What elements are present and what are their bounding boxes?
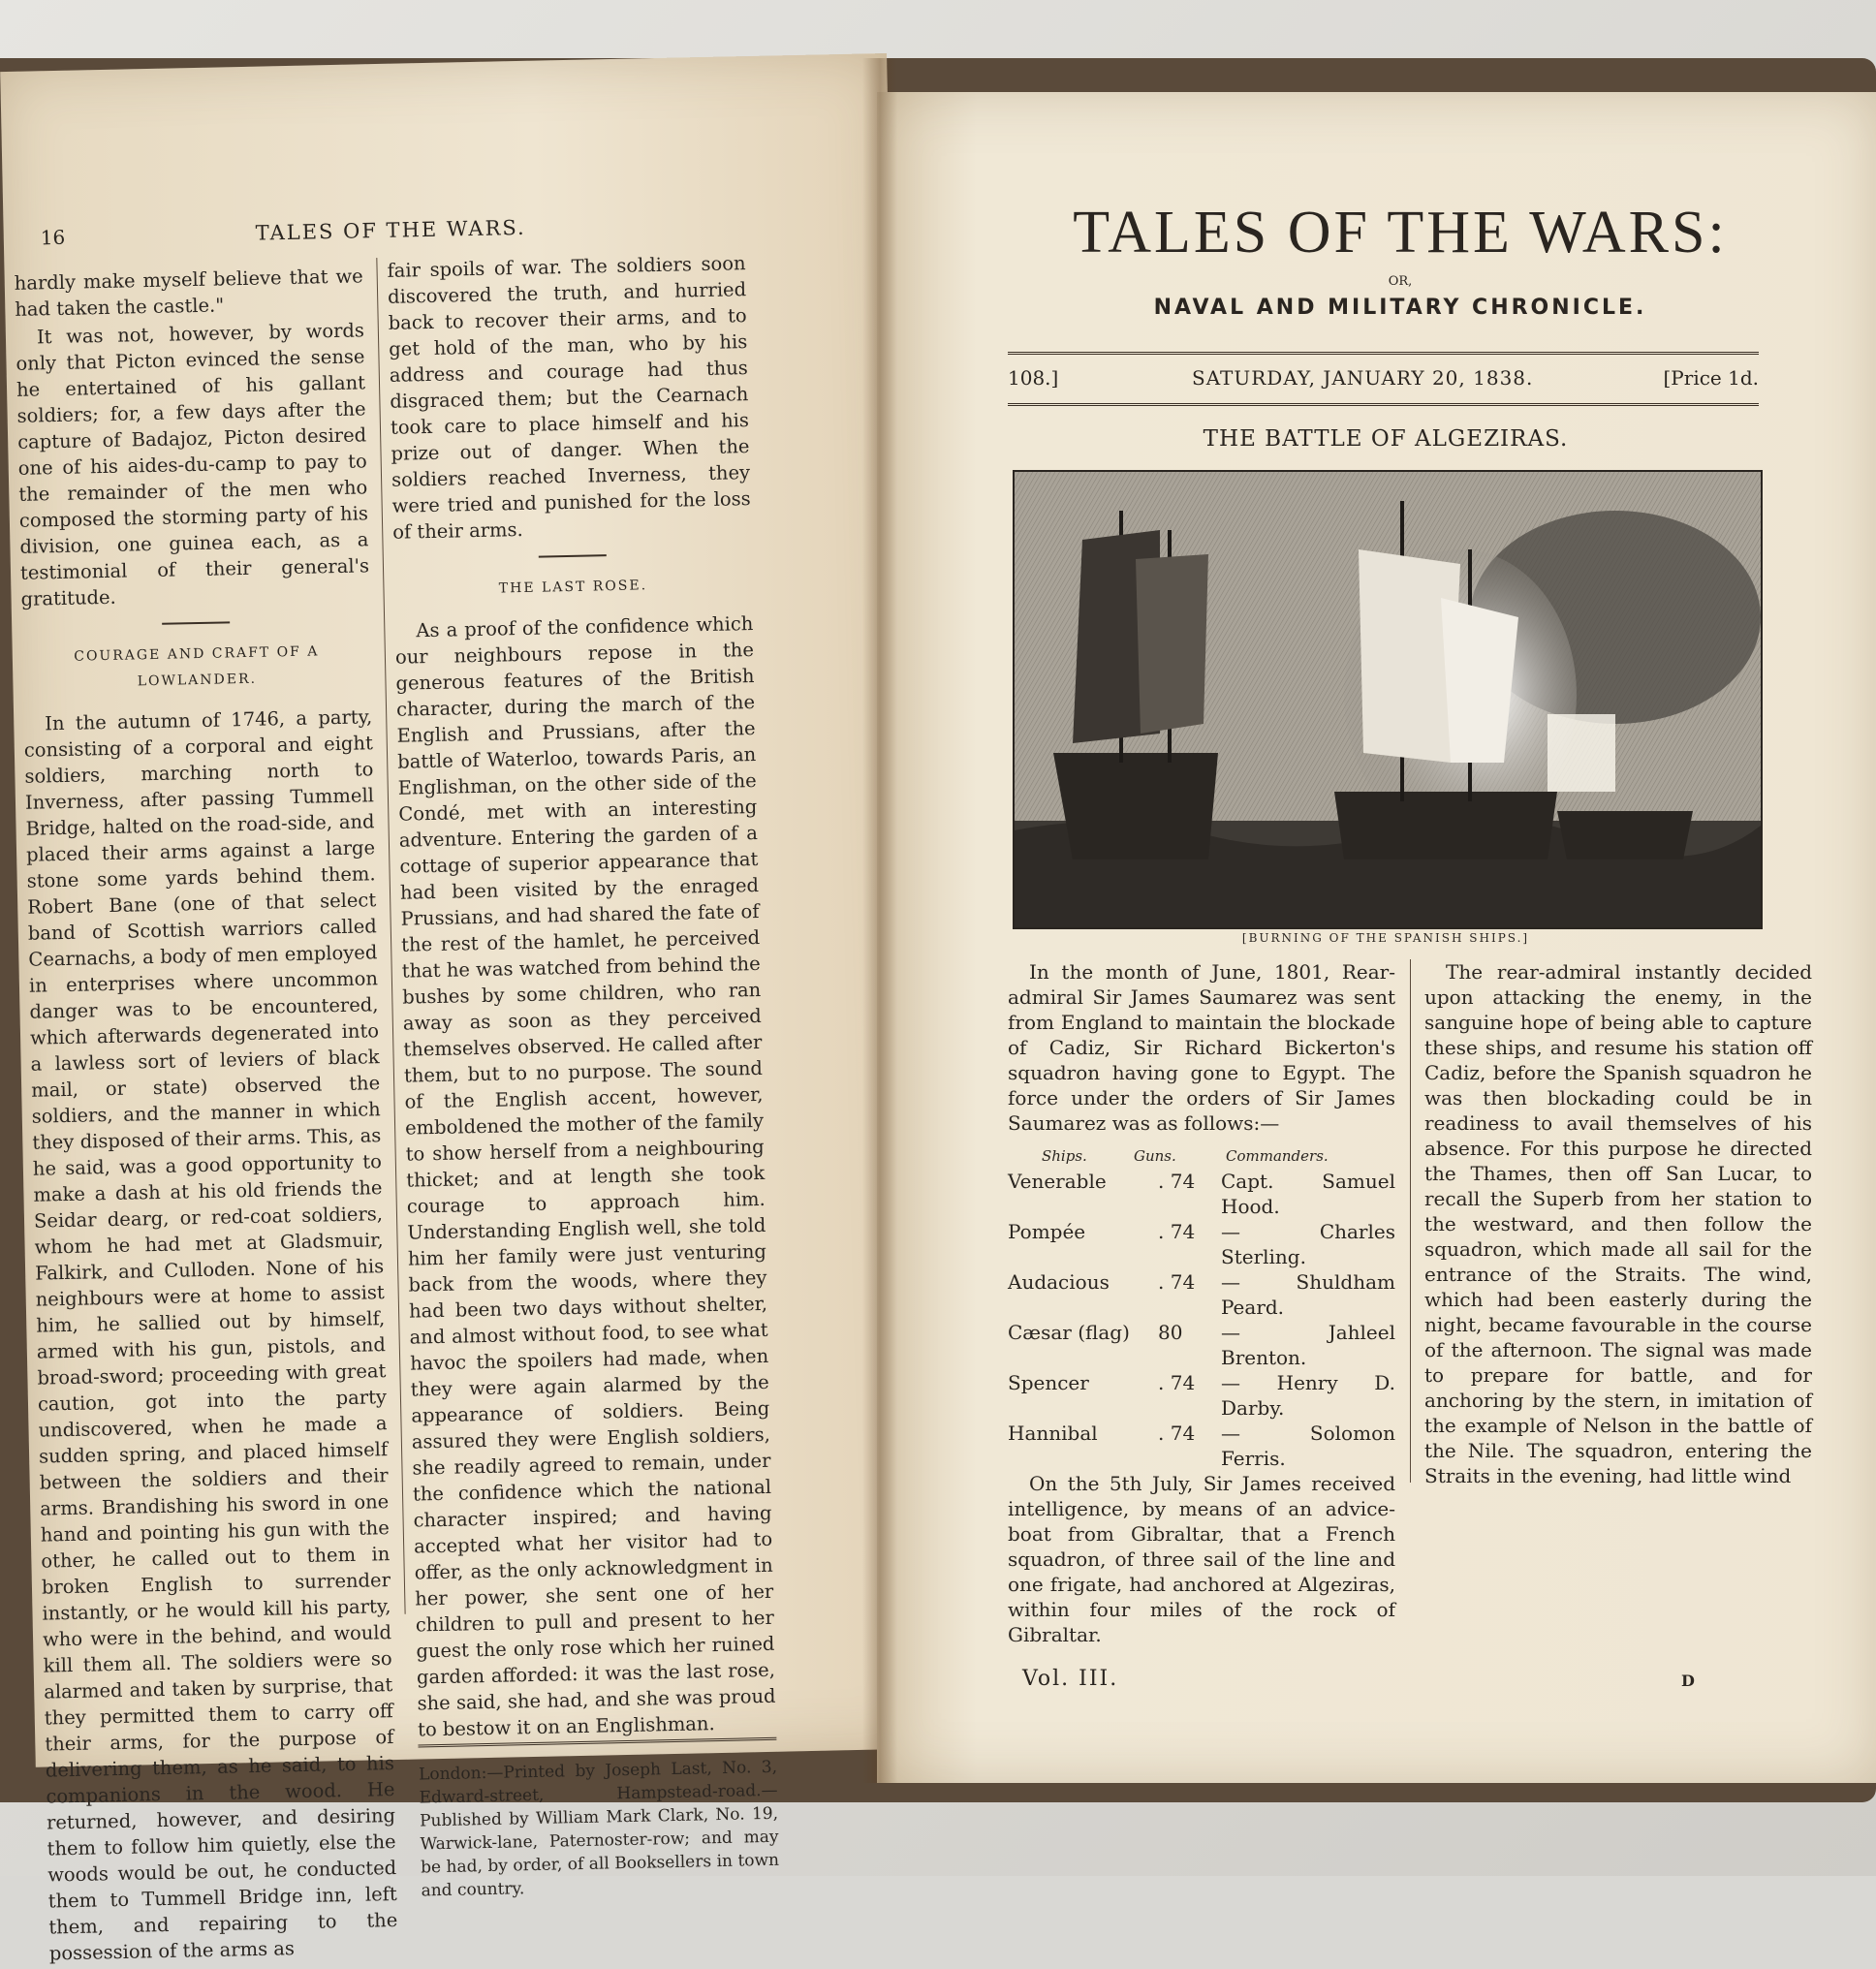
ship-guns: 80	[1158, 1321, 1183, 1344]
issue-number: 108.]	[1008, 366, 1059, 390]
volume-label: Vol. III.	[1022, 1667, 1119, 1691]
signature-mark: D	[1681, 1672, 1695, 1690]
book-gutter	[862, 58, 897, 1783]
masthead-title: TALES OF THE WARS:	[1073, 200, 1728, 266]
ship-name: Cæsar (flag)	[1008, 1321, 1130, 1344]
ship-name: Spencer	[1008, 1371, 1089, 1394]
masthead-subtitle: NAVAL AND MILITARY CHRONICLE.	[1153, 296, 1647, 320]
table-row	[1008, 1421, 1395, 1471]
paragraph: In the autumn of 1746, a party, consisting of a corporal and eight soldiers, marching north to Inverness, after passing Tummell Bridge, halted on the road-side, and placed their arms against a large stone some yards behind them. Robert Bane (one of that select band of Scottish warriors called Cearnachs, a body of men employed in enterprises where uncommon danger was to be encountered, which afterwards degenerated into a lawless sort of leviers of black mail, or state) observed the soldiers, and the manner in which they disposed of their arms. This, as he said, was a good opportunity to make a dash at his old friends the Seidar dearg, or red-coat soldiers, whom he had met at Gladsmuir, Falkirk, and Culloden. None of his neighbours were at home to assist him, he sallied out by himself, armed with his gun, pistols, and broad-sword; proceeding with great caution, got into the party undiscovered, when he made a sudden spring, and placed himself between the soldiers and their arms. Brandishing his sword in one hand and pointing his gun with the other, he called out to them in broken English to surrender instantly, or he would kill his party, who were in the behind, and would kill them all. The soldiers were so alarmed and taken by surprise, that they permitted them to carry off their arms, for the purpose of delivering them, as he said, to his companions in the wood. He returned, however, and desiring them to follow him quietly, else the woods would be out, he conducted them to Tummell Bridge inn, left them, and repairing to the possession of the arms as	[23, 705, 398, 1965]
ship-commander: — Shuldham Peard.	[1221, 1270, 1395, 1319]
dateline	[1008, 352, 1759, 406]
column-rule	[1410, 959, 1411, 1483]
ship-guns: . 74	[1158, 1170, 1196, 1193]
left-page-header	[23, 211, 760, 250]
table-row	[1008, 1219, 1395, 1269]
ships-header: Ships.	[1042, 1147, 1087, 1165]
table-row	[1008, 1370, 1395, 1421]
ship-commander: — Charles Sterling.	[1221, 1220, 1395, 1268]
section-heading: COURAGE AND CRAFT OF A LOWLANDER.	[74, 643, 320, 690]
issue-date: SATURDAY, JANUARY 20, 1838.	[1192, 366, 1534, 390]
left-column-1	[14, 263, 398, 1968]
ship-commander: — Solomon Ferris.	[1221, 1422, 1395, 1470]
paragraph: In the month of June, 1801, Rear-admiral Sir James Saumarez was sent from England to maintain the blockade of Cadiz, Sir Richard Bickerton's squadron having gone to Egypt. The force under the orders of Sir James Saumarez was as follows:—	[1008, 960, 1395, 1135]
guns-header: Guns.	[1134, 1147, 1176, 1165]
issue-price: [Price 1d.	[1663, 366, 1759, 390]
ship-commander: Capt. Samuel Hood.	[1221, 1170, 1395, 1218]
paragraph: On the 5th July, Sir James received intelligence, by means of an advice-boat from Gibraltar, that a French squadron, of three sail of the line and one frigate, had anchored at Algeziras, within four miles of the rock of Gibraltar.	[1008, 1472, 1395, 1646]
running-head: TALES OF THE WARS.	[255, 215, 526, 245]
ship-name: Pompée	[1008, 1220, 1086, 1243]
ship-name: Venerable	[1008, 1170, 1107, 1193]
table-row	[1008, 1169, 1395, 1219]
commanders-header: Commanders.	[1226, 1147, 1329, 1165]
ships-table	[1008, 1169, 1395, 1471]
ship-guns: . 74	[1158, 1220, 1196, 1243]
paragraph: As a proof of the confidence which our neighbours repose in the generous features of the British character, during the march of the English and Prussians, after the battle of Waterloo, towards Paris, an Englishman, on the other side of the Condé, met with an interesting adventure. Entering the garden of a cottage of superior appearance that had been visited by the enraged Prussians, and had shared the fate of the rest of the hamlet, he perceived that he was watched from behind the bushes by some children, who ran away as soon as they perceived themselves observed. He called after them, but to no purpose. The sound of the English accent, however, emboldened the mother of the family to show herself from a neighbouring thicket; and at length she took courage to approach him. Understanding English well, she told him her family were just venturing back from the woods, where they had been two days without shelter, and almost without food, to see what havoc the spoilers had made, when they were again alarmed by the appearance of soldiers. Being assured they were English soldiers, she readily agreed to remain, under the confidence which the national character inspired; and having accepted what her visitor had to offer, as the only acknowledgment in her power, she sent one of her children to pull and present to her guest the only rose which her ruined garden afforded: it was the last rose, she said, she had, and she was proud to bestow it on an Englishman.	[394, 612, 776, 1741]
masthead-or: OR,	[1388, 274, 1413, 289]
ship-guns: . 74	[1158, 1371, 1196, 1394]
section-heading: THE LAST ROSE.	[498, 578, 648, 597]
naval-battle-illustration	[1015, 472, 1761, 927]
left-page	[0, 53, 922, 1965]
ship-guns: . 74	[1158, 1422, 1196, 1445]
ship-commander: — Henry D. Darby.	[1221, 1371, 1395, 1420]
right-column-2	[1424, 959, 1812, 1490]
right-page	[877, 92, 1876, 1783]
ship-guns: . 74	[1158, 1270, 1196, 1294]
ship-engraving	[1013, 470, 1763, 929]
divider	[539, 554, 607, 557]
ship-name: Audacious	[1008, 1270, 1110, 1294]
table-row	[1008, 1320, 1395, 1370]
article-title: THE BATTLE OF ALGEZIRAS.	[1203, 426, 1569, 452]
printer-imprint: London:—Printed by Joseph Last, No. 3, Edward-street, Hampstead-road.—Published by William Mark Clark, No. 19, Warwick-lane, Paternoster-row; and may be had, by order, of all Booksellers in town and country.	[418, 1737, 779, 1903]
divider	[162, 621, 230, 624]
ship-commander: — Jahleel Brenton.	[1221, 1321, 1395, 1369]
ships-table-header	[1008, 1143, 1395, 1169]
right-column-1	[1008, 959, 1395, 1649]
paragraph: fair spoils of war. The soldiers soon discovered the truth, and hurried back to recover their arms, and to get hold of the man, who by his address and courage had thus disgraced them; but the Cearnach took care to place himself and his prize out of danger. When the soldiers reached Inverness, they were tried and punished for the loss of their arms.	[387, 252, 751, 544]
engraving-caption: [BURNING OF THE SPANISH SHIPS.]	[1241, 931, 1530, 945]
paragraph: It was not, however, by words only that Picton evinced the sense he entertained of his gallant soldiers; for, a few days after the capture of Badajoz, Picton desired one of his aides-du-camp to pay to the remainder of the men who composed the storming party of his division, one guinea each, as a testimonial of their general's gratitude.	[16, 319, 370, 610]
ship-name: Hannibal	[1008, 1422, 1098, 1445]
paragraph: hardly make myself believe that we had taken the castle."	[14, 265, 363, 321]
left-column-2	[387, 250, 780, 1904]
page-number: 16	[40, 225, 66, 250]
table-row	[1008, 1269, 1395, 1320]
paragraph: The rear-admiral instantly decided upon attacking the enemy, in the sanguine hope of being able to capture these ships, and resume his station off Cadiz, before the Spanish squadron he was then blockading could be in readiness to avail themselves of his absence. For this purpose he directed the Thames, then off San Lucar, to recall the Superb from her station to the westward, and then follow the squadron, which made all sail for the entrance of the Straits. The wind, which had been easterly during the night, became favourable in the course of the afternoon. The signal was made to prepare for battle, and for anchoring by the stern, in imitation of the example of Nelson in the battle of the Nile. The squadron, entering the Straits in the evening, had little wind	[1424, 960, 1812, 1487]
